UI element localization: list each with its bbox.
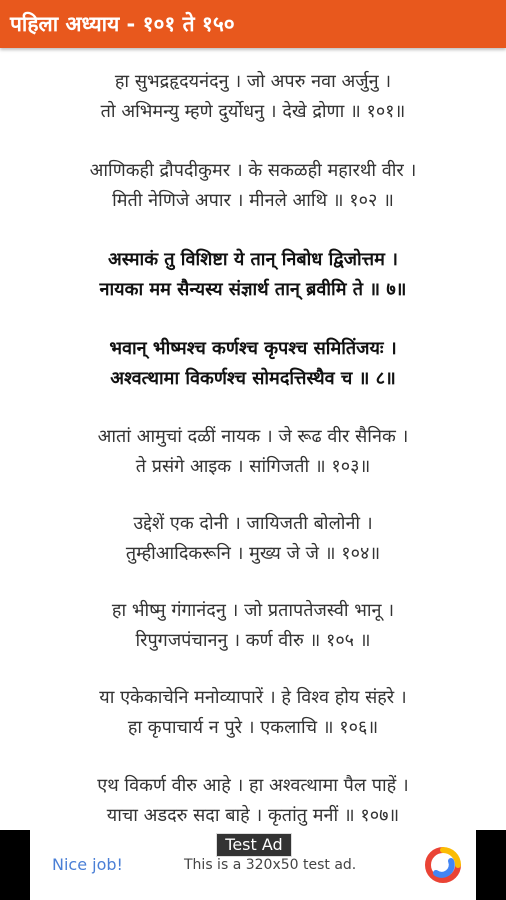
verse-item <box>0 422 506 482</box>
verse-line: रिपुगजपंचाननु । कर्ण वीरु ॥ १०५ ॥ <box>135 630 371 651</box>
verse-line: उद्देशें एक दोनी । जायिजती बोलोनी । <box>133 513 373 534</box>
verse-line: आतां आमुचां दळीं नायक । जे रूढ वीर सैनिक । <box>97 426 409 447</box>
verse-line: नायका मम सैन्यस्य संज्ञार्थ तान् ब्रवीमि ते ॥ ७॥ <box>99 279 407 300</box>
verse-line: तो अभिमन्यु म्हणे दुर्योधनु । देखे द्रोणा ॥ १०१॥ <box>100 101 406 122</box>
sanskrit-verse-item <box>0 245 506 305</box>
page-title: पहिला अध्याय - १०१ ते १५० <box>10 12 235 36</box>
verse-line: तुम्हीआदिकरूनि । मुख्य जे जे ॥ १०४॥ <box>125 543 381 564</box>
verse-item <box>0 67 506 127</box>
verse-line: भवान् भीष्मश्च कर्णश्च कृपश्च समितिंजयः । <box>109 338 397 359</box>
verse-line: याचा अडदरु सदा बाहे । कृतांतु मनीं ॥ १०७॥ <box>106 805 400 826</box>
verse-item <box>0 509 506 569</box>
verse-line: हा भीष्मु गंगानंदनु । जो प्रतापतेजस्वी भानू । <box>111 600 395 621</box>
admob-logo-icon[interactable] <box>424 846 462 884</box>
verse-item <box>0 596 506 656</box>
sanskrit-verse-item <box>0 334 506 394</box>
verse-line: हा सुभद्रहृदयनंदनु । जो अपरु नवा अर्जुनु । <box>114 71 392 92</box>
verse-line: मिती नेणिजे अपार । मीनले आथि ॥ १०२ ॥ <box>112 190 394 211</box>
verse-line: ते प्रसंगे आइक । सांगिजती ॥ १०३॥ <box>135 456 371 477</box>
ad-text: This is a 320x50 test ad. <box>184 857 357 873</box>
test-ad-label: Test Ad <box>216 833 292 857</box>
verse-item <box>0 683 506 743</box>
verse-line: अश्वत्थामा विकर्णश्च सोमदत्तिस्थैव च ॥ ८॥ <box>110 368 396 389</box>
verse-line: या एकेकाचेनि मनोव्यापारें । हे विश्व होय संहरे । <box>99 687 407 708</box>
verse-line: एथ विकर्ण वीरु आहे । हा अश्वत्थामा पैल पाहें । <box>97 775 409 796</box>
verse-line: आणिकही द्रौपदीकुमर । के सकळही महारथी वीर । <box>89 160 417 181</box>
ad-cta-link[interactable]: Nice job! <box>52 855 123 874</box>
app-bar <box>0 0 506 48</box>
verse-line: अस्माकं तु विशिष्टा ये तान् निबोध द्विजोत्तम । <box>108 249 398 270</box>
verse-line: हा कृपाचार्य न पुरे । एकलाचि ॥ १०६॥ <box>127 717 379 738</box>
verse-item <box>0 156 506 216</box>
verse-list[interactable] <box>0 48 506 830</box>
verse-item <box>0 771 506 830</box>
